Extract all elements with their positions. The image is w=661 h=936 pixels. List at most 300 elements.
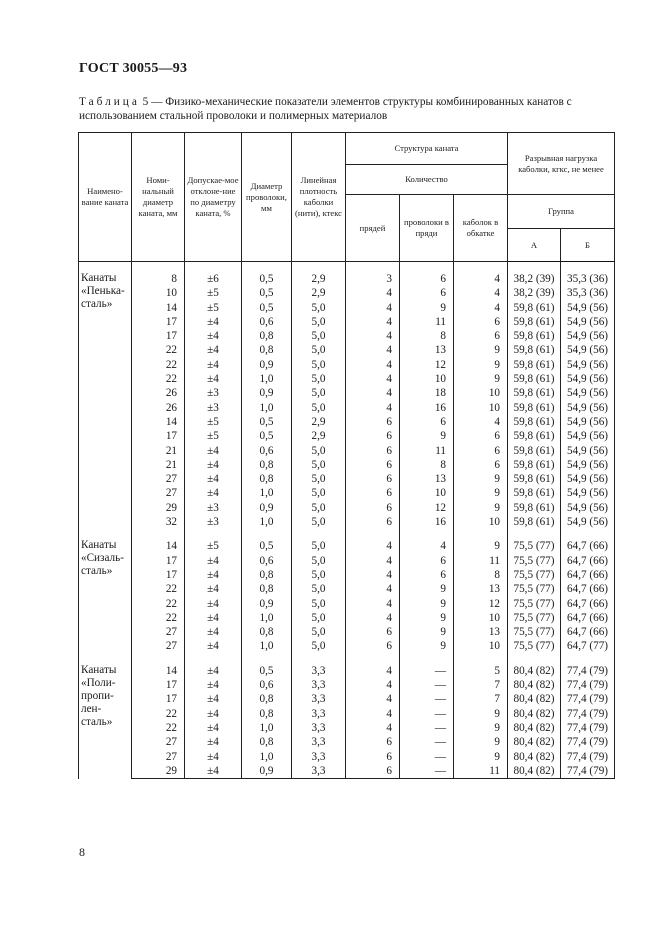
cell-strands: 6	[346, 472, 400, 486]
cell-yarns-in-wrap: 7	[454, 692, 508, 706]
cell-tolerance: ±4	[185, 315, 242, 329]
cell-strands: 3	[346, 272, 400, 286]
cell-wire-diameter: 1,0	[242, 721, 292, 735]
cell-strands: 6	[346, 501, 400, 515]
col-header-structure: Структура каната	[346, 133, 508, 165]
cell-load-group-b: 77,4 (79)	[561, 664, 615, 678]
cell-nominal-diameter: 27	[132, 486, 185, 500]
cell-strands: 6	[346, 515, 400, 529]
cell-wire-diameter: 0,9	[242, 358, 292, 372]
cell-wire-diameter: 0,6	[242, 554, 292, 568]
cell-wire-diameter: 1,0	[242, 486, 292, 500]
cell-wires-per-strand: 9	[400, 639, 454, 653]
table-row	[79, 750, 615, 764]
cell-wire-diameter: 0,8	[242, 458, 292, 472]
cell-strands: 4	[346, 568, 400, 582]
cell-linear-density: 3,3	[292, 678, 346, 692]
cell-tolerance: ±4	[185, 625, 242, 639]
cell-strands: 4	[346, 372, 400, 386]
cell-strands: 4	[346, 678, 400, 692]
cell-tolerance: ±4	[185, 372, 242, 386]
cell-wire-diameter: 0,9	[242, 501, 292, 515]
cell-yarns-in-wrap: 10	[454, 386, 508, 400]
cell-nominal-diameter: 17	[132, 568, 185, 582]
cell-nominal-diameter: 22	[132, 597, 185, 611]
cell-linear-density: 5,0	[292, 515, 346, 529]
cell-linear-density: 5,0	[292, 582, 346, 596]
cell-tolerance: ±3	[185, 515, 242, 529]
cell-nominal-diameter: 27	[132, 472, 185, 486]
cell-strands: 6	[346, 735, 400, 749]
cell-tolerance: ±4	[185, 611, 242, 625]
cell-linear-density: 3,3	[292, 707, 346, 721]
cell-wire-diameter: 0,5	[242, 286, 292, 300]
cell-tolerance: ±5	[185, 539, 242, 553]
cell-yarns-in-wrap: 5	[454, 664, 508, 678]
rope-type-name: Канаты «Пенька-сталь»	[79, 272, 132, 529]
col-header-linear-density: Линейная плотность каболки (нити), ктекс	[292, 133, 346, 262]
cell-strands: 6	[346, 415, 400, 429]
table-row	[79, 692, 615, 706]
cell-yarns-in-wrap: 9	[454, 501, 508, 515]
table-row	[79, 286, 615, 300]
cell-yarns-in-wrap: 4	[454, 301, 508, 315]
table-row	[79, 515, 615, 529]
cell-nominal-diameter: 21	[132, 458, 185, 472]
cell-load-group-a: 59,8 (61)	[508, 486, 561, 500]
table-row	[79, 329, 615, 343]
cell-tolerance: ±4	[185, 568, 242, 582]
cell-yarns-in-wrap: 4	[454, 286, 508, 300]
col-header-group-a: А	[508, 229, 561, 262]
col-header-tolerance: Допускае-мое отклоне-ние по диаметру каната, %	[185, 133, 242, 262]
cell-wire-diameter: 0,5	[242, 272, 292, 286]
cell-wire-diameter: 1,0	[242, 611, 292, 625]
cell-yarns-in-wrap: 7	[454, 678, 508, 692]
cell-yarns-in-wrap: 9	[454, 372, 508, 386]
cell-nominal-diameter: 22	[132, 582, 185, 596]
cell-linear-density: 3,3	[292, 750, 346, 764]
cell-strands: 4	[346, 401, 400, 415]
cell-load-group-b: 54,9 (56)	[561, 301, 615, 315]
cell-load-group-a: 59,8 (61)	[508, 301, 561, 315]
table-row	[79, 539, 615, 553]
cell-wires-per-strand: 9	[400, 301, 454, 315]
cell-tolerance: ±4	[185, 721, 242, 735]
cell-load-group-a: 80,4 (82)	[508, 735, 561, 749]
cell-wire-diameter: 1,0	[242, 401, 292, 415]
cell-load-group-a: 59,8 (61)	[508, 444, 561, 458]
cell-strands: 4	[346, 582, 400, 596]
cell-yarns-in-wrap: 9	[454, 358, 508, 372]
cell-linear-density: 5,0	[292, 401, 346, 415]
cell-nominal-diameter: 14	[132, 301, 185, 315]
col-header-strands: прядей	[346, 195, 400, 262]
cell-linear-density: 5,0	[292, 343, 346, 357]
cell-load-group-b: 54,9 (56)	[561, 486, 615, 500]
rope-type-name: Канаты «Поли-пропи-лен-сталь»	[79, 664, 132, 779]
cell-nominal-diameter: 22	[132, 343, 185, 357]
cell-tolerance: ±4	[185, 597, 242, 611]
cell-load-group-b: 54,9 (56)	[561, 358, 615, 372]
cell-yarns-in-wrap: 9	[454, 750, 508, 764]
cell-strands: 4	[346, 597, 400, 611]
cell-load-group-a: 59,8 (61)	[508, 429, 561, 443]
spacer-row	[79, 654, 615, 664]
cell-load-group-a: 80,4 (82)	[508, 764, 561, 779]
cell-tolerance: ±4	[185, 639, 242, 653]
cell-linear-density: 5,0	[292, 625, 346, 639]
cell-wire-diameter: 0,6	[242, 678, 292, 692]
cell-load-group-a: 59,8 (61)	[508, 358, 561, 372]
cell-wires-per-strand: 6	[400, 286, 454, 300]
cell-tolerance: ±4	[185, 472, 242, 486]
cell-nominal-diameter: 22	[132, 721, 185, 735]
cell-load-group-b: 54,9 (56)	[561, 515, 615, 529]
cell-tolerance: ±4	[185, 664, 242, 678]
cell-tolerance: ±4	[185, 329, 242, 343]
cell-nominal-diameter: 27	[132, 639, 185, 653]
cell-wires-per-strand: —	[400, 764, 454, 779]
cell-nominal-diameter: 26	[132, 386, 185, 400]
cell-yarns-in-wrap: 6	[454, 458, 508, 472]
cell-yarns-in-wrap: 4	[454, 415, 508, 429]
cell-load-group-b: 77,4 (79)	[561, 692, 615, 706]
cell-load-group-a: 80,4 (82)	[508, 721, 561, 735]
rope-type-name: Канаты «Сизаль-сталь»	[79, 539, 132, 653]
cell-linear-density: 5,0	[292, 358, 346, 372]
cell-linear-density: 5,0	[292, 568, 346, 582]
table-row	[79, 764, 615, 779]
cell-load-group-b: 77,4 (79)	[561, 750, 615, 764]
cell-strands: 4	[346, 386, 400, 400]
cell-load-group-a: 80,4 (82)	[508, 692, 561, 706]
cell-strands: 6	[346, 458, 400, 472]
cell-tolerance: ±4	[185, 764, 242, 779]
cell-strands: 4	[346, 611, 400, 625]
cell-nominal-diameter: 17	[132, 678, 185, 692]
cell-yarns-in-wrap: 10	[454, 639, 508, 653]
cell-load-group-b: 54,9 (56)	[561, 372, 615, 386]
cell-wires-per-strand: —	[400, 678, 454, 692]
cell-tolerance: ±5	[185, 429, 242, 443]
cell-load-group-b: 64,7 (66)	[561, 539, 615, 553]
cell-load-group-a: 75,5 (77)	[508, 639, 561, 653]
cell-linear-density: 5,0	[292, 597, 346, 611]
cell-linear-density: 5,0	[292, 315, 346, 329]
cell-wires-per-strand: 10	[400, 372, 454, 386]
cell-load-group-b: 77,4 (79)	[561, 721, 615, 735]
cell-wire-diameter: 0,5	[242, 664, 292, 678]
cell-nominal-diameter: 14	[132, 664, 185, 678]
cell-tolerance: ±4	[185, 343, 242, 357]
cell-strands: 6	[346, 639, 400, 653]
cell-wires-per-strand: 6	[400, 554, 454, 568]
cell-strands: 4	[346, 539, 400, 553]
cell-tolerance: ±3	[185, 401, 242, 415]
cell-linear-density: 2,9	[292, 429, 346, 443]
caption-prefix: Таблица	[79, 96, 140, 108]
cell-wires-per-strand: 9	[400, 429, 454, 443]
cell-linear-density: 5,0	[292, 372, 346, 386]
cell-wires-per-strand: 9	[400, 582, 454, 596]
cell-wires-per-strand: 9	[400, 611, 454, 625]
cell-load-group-a: 75,5 (77)	[508, 568, 561, 582]
cell-strands: 4	[346, 329, 400, 343]
col-header-name: Наимено-вание каната	[79, 133, 132, 262]
cell-tolerance: ±4	[185, 582, 242, 596]
cell-strands: 6	[346, 429, 400, 443]
cell-yarns-in-wrap: 6	[454, 429, 508, 443]
cell-yarns-in-wrap: 12	[454, 597, 508, 611]
table-head	[79, 133, 615, 262]
cell-wire-diameter: 0,5	[242, 301, 292, 315]
cell-linear-density: 5,0	[292, 486, 346, 500]
cell-load-group-b: 35,3 (36)	[561, 286, 615, 300]
table-row	[79, 386, 615, 400]
cell-linear-density: 2,9	[292, 415, 346, 429]
col-header-nominal-diameter: Номи-нальный диаметр каната, мм	[132, 133, 185, 262]
cell-nominal-diameter: 27	[132, 735, 185, 749]
cell-linear-density: 5,0	[292, 611, 346, 625]
cell-linear-density: 5,0	[292, 458, 346, 472]
cell-tolerance: ±4	[185, 458, 242, 472]
cell-load-group-a: 38,2 (39)	[508, 286, 561, 300]
cell-load-group-a: 75,5 (77)	[508, 539, 561, 553]
cell-load-group-a: 38,2 (39)	[508, 272, 561, 286]
table-row	[79, 501, 615, 515]
cell-load-group-a: 59,8 (61)	[508, 372, 561, 386]
cell-load-group-a: 59,8 (61)	[508, 415, 561, 429]
cell-strands: 4	[346, 707, 400, 721]
cell-yarns-in-wrap: 9	[454, 486, 508, 500]
cell-tolerance: ±4	[185, 707, 242, 721]
cell-load-group-a: 75,5 (77)	[508, 625, 561, 639]
cell-nominal-diameter: 32	[132, 515, 185, 529]
cell-wires-per-strand: 12	[400, 358, 454, 372]
cell-load-group-b: 54,9 (56)	[561, 444, 615, 458]
cell-wires-per-strand: —	[400, 664, 454, 678]
cell-wires-per-strand: 9	[400, 597, 454, 611]
cell-nominal-diameter: 17	[132, 315, 185, 329]
cell-yarns-in-wrap: 9	[454, 707, 508, 721]
cell-load-group-b: 54,9 (56)	[561, 386, 615, 400]
cell-load-group-a: 75,5 (77)	[508, 597, 561, 611]
cell-load-group-a: 59,8 (61)	[508, 329, 561, 343]
cell-load-group-b: 64,7 (66)	[561, 611, 615, 625]
cell-nominal-diameter: 10	[132, 286, 185, 300]
document-header: ГОСТ 30055—93	[79, 61, 188, 76]
cell-strands: 4	[346, 301, 400, 315]
cell-wires-per-strand: —	[400, 721, 454, 735]
cell-load-group-b: 54,9 (56)	[561, 415, 615, 429]
cell-strands: 4	[346, 664, 400, 678]
cell-nominal-diameter: 22	[132, 707, 185, 721]
cell-wires-per-strand: 16	[400, 515, 454, 529]
table-row	[79, 639, 615, 653]
cell-wires-per-strand: —	[400, 692, 454, 706]
table-row	[79, 415, 615, 429]
cell-wires-per-strand: 11	[400, 315, 454, 329]
cell-wires-per-strand: 6	[400, 568, 454, 582]
cell-wires-per-strand: 18	[400, 386, 454, 400]
spacer-row	[79, 262, 615, 273]
cell-strands: 4	[346, 286, 400, 300]
cell-load-group-a: 75,5 (77)	[508, 554, 561, 568]
cell-load-group-b: 54,9 (56)	[561, 401, 615, 415]
cell-linear-density: 5,0	[292, 501, 346, 515]
table-row	[79, 568, 615, 582]
cell-load-group-a: 75,5 (77)	[508, 611, 561, 625]
cell-strands: 6	[346, 486, 400, 500]
caption-text: 5 — Физико-механические показатели элементов структуры комбинированных канатов с использованием стальной проволоки и полимерных материалов	[79, 96, 572, 122]
cell-nominal-diameter: 22	[132, 611, 185, 625]
cell-load-group-a: 59,8 (61)	[508, 458, 561, 472]
cell-yarns-in-wrap: 6	[454, 315, 508, 329]
table-row	[79, 315, 615, 329]
cell-nominal-diameter: 8	[132, 272, 185, 286]
cell-load-group-b: 54,9 (56)	[561, 315, 615, 329]
cell-yarns-in-wrap: 9	[454, 721, 508, 735]
table-body	[79, 262, 615, 779]
table-row	[79, 472, 615, 486]
col-header-group-b: Б	[561, 229, 615, 262]
table-row	[79, 486, 615, 500]
table-row	[79, 597, 615, 611]
col-header-wire-diameter: Диаметр проволоки, мм	[242, 133, 292, 262]
table-row	[79, 678, 615, 692]
cell-nominal-diameter: 22	[132, 372, 185, 386]
cell-yarns-in-wrap: 10	[454, 515, 508, 529]
table-row	[79, 272, 615, 286]
cell-linear-density: 5,0	[292, 554, 346, 568]
cell-wire-diameter: 0,8	[242, 568, 292, 582]
cell-yarns-in-wrap: 13	[454, 582, 508, 596]
cell-wires-per-strand: 4	[400, 539, 454, 553]
table-row	[79, 458, 615, 472]
cell-wires-per-strand: —	[400, 707, 454, 721]
cell-load-group-a: 59,8 (61)	[508, 401, 561, 415]
cell-tolerance: ±5	[185, 301, 242, 315]
cell-strands: 6	[346, 444, 400, 458]
cell-wire-diameter: 1,0	[242, 372, 292, 386]
cell-yarns-in-wrap: 6	[454, 329, 508, 343]
cell-wires-per-strand: —	[400, 750, 454, 764]
cell-yarns-in-wrap: 11	[454, 764, 508, 779]
cell-wires-per-strand: 13	[400, 343, 454, 357]
cell-wire-diameter: 0,8	[242, 472, 292, 486]
cell-load-group-b: 77,4 (79)	[561, 735, 615, 749]
table-caption	[79, 95, 619, 123]
cell-wire-diameter: 0,8	[242, 582, 292, 596]
cell-tolerance: ±4	[185, 678, 242, 692]
cell-tolerance: ±4	[185, 358, 242, 372]
cell-load-group-a: 80,4 (82)	[508, 664, 561, 678]
cell-linear-density: 3,3	[292, 735, 346, 749]
properties-table	[78, 132, 615, 779]
cell-yarns-in-wrap: 11	[454, 554, 508, 568]
cell-wires-per-strand: 8	[400, 458, 454, 472]
cell-tolerance: ±4	[185, 444, 242, 458]
cell-load-group-a: 75,5 (77)	[508, 582, 561, 596]
cell-linear-density: 5,0	[292, 329, 346, 343]
cell-load-group-a: 59,8 (61)	[508, 343, 561, 357]
cell-nominal-diameter: 26	[132, 401, 185, 415]
table-row	[79, 582, 615, 596]
cell-wire-diameter: 0,5	[242, 429, 292, 443]
cell-wire-diameter: 0,8	[242, 343, 292, 357]
cell-load-group-a: 59,8 (61)	[508, 515, 561, 529]
cell-yarns-in-wrap: 10	[454, 611, 508, 625]
cell-tolerance: ±4	[185, 750, 242, 764]
cell-strands: 4	[346, 358, 400, 372]
cell-wires-per-strand: 11	[400, 444, 454, 458]
table-row	[79, 611, 615, 625]
cell-strands: 4	[346, 343, 400, 357]
cell-wire-diameter: 0,8	[242, 735, 292, 749]
cell-wires-per-strand: 6	[400, 415, 454, 429]
cell-strands: 4	[346, 315, 400, 329]
cell-strands: 4	[346, 692, 400, 706]
cell-load-group-a: 80,4 (82)	[508, 678, 561, 692]
col-header-group: Группа	[508, 195, 615, 229]
cell-nominal-diameter: 17	[132, 329, 185, 343]
cell-wire-diameter: 1,0	[242, 639, 292, 653]
table-row	[79, 664, 615, 678]
cell-nominal-diameter: 27	[132, 750, 185, 764]
cell-yarns-in-wrap: 9	[454, 539, 508, 553]
cell-load-group-b: 64,7 (66)	[561, 597, 615, 611]
cell-wire-diameter: 0,8	[242, 329, 292, 343]
cell-nominal-diameter: 17	[132, 692, 185, 706]
table-row	[79, 372, 615, 386]
cell-load-group-b: 54,9 (56)	[561, 501, 615, 515]
cell-tolerance: ±4	[185, 554, 242, 568]
table-row	[79, 721, 615, 735]
table-row	[79, 429, 615, 443]
cell-wire-diameter: 0,9	[242, 764, 292, 779]
cell-wire-diameter: 0,9	[242, 386, 292, 400]
cell-load-group-a: 59,8 (61)	[508, 315, 561, 329]
cell-yarns-in-wrap: 9	[454, 472, 508, 486]
cell-load-group-a: 59,8 (61)	[508, 472, 561, 486]
cell-load-group-b: 64,7 (77)	[561, 639, 615, 653]
cell-yarns-in-wrap: 6	[454, 444, 508, 458]
cell-linear-density: 2,9	[292, 286, 346, 300]
table-row	[79, 444, 615, 458]
cell-tolerance: ±4	[185, 735, 242, 749]
table-row	[79, 301, 615, 315]
cell-wire-diameter: 1,0	[242, 750, 292, 764]
cell-strands: 4	[346, 721, 400, 735]
cell-yarns-in-wrap: 8	[454, 568, 508, 582]
cell-load-group-b: 77,4 (79)	[561, 764, 615, 779]
cell-wires-per-strand: 13	[400, 472, 454, 486]
cell-yarns-in-wrap: 9	[454, 343, 508, 357]
cell-tolerance: ±3	[185, 501, 242, 515]
table-row	[79, 343, 615, 357]
cell-wire-diameter: 0,8	[242, 692, 292, 706]
table-row	[79, 707, 615, 721]
col-header-breaking-load: Разрывная нагрузка каболки, кгкс, не менее	[508, 133, 615, 195]
cell-nominal-diameter: 29	[132, 501, 185, 515]
table-row	[79, 554, 615, 568]
cell-yarns-in-wrap: 9	[454, 735, 508, 749]
col-header-wires-per-strand: проволоки в пряди	[400, 195, 454, 262]
cell-wire-diameter: 0,5	[242, 539, 292, 553]
page-number: 8	[79, 845, 85, 859]
cell-linear-density: 5,0	[292, 472, 346, 486]
